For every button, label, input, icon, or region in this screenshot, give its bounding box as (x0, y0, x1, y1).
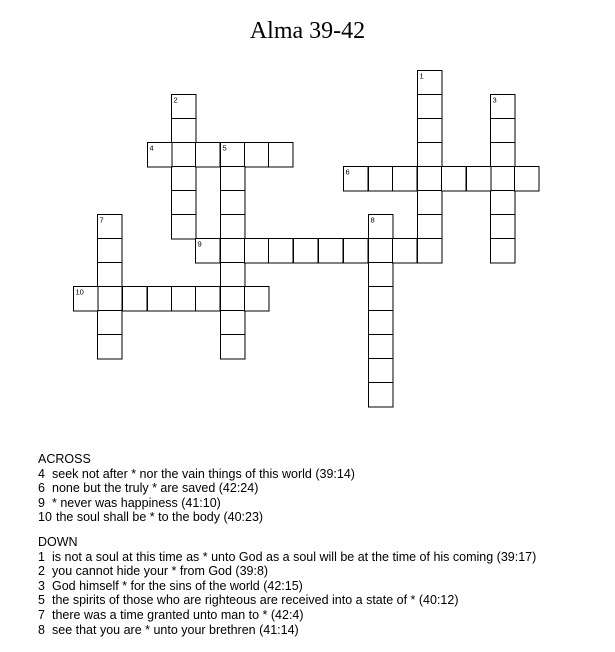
grid-cell[interactable] (491, 143, 516, 168)
grid-cell[interactable] (515, 167, 540, 192)
grid-cell[interactable] (369, 335, 394, 360)
grid-cell[interactable] (221, 335, 246, 360)
grid-cell[interactable] (418, 191, 443, 216)
grid-cell[interactable] (245, 287, 270, 312)
clue-number-label: 10 (75, 287, 84, 297)
clue-number: 9 (38, 495, 45, 510)
grid-cell[interactable] (467, 167, 492, 192)
clue-number-label: 9 (197, 239, 202, 249)
grid-cell[interactable] (491, 167, 516, 192)
clue-number-label: 7 (99, 215, 104, 225)
grid-cell[interactable] (148, 287, 173, 312)
grid-cell[interactable] (393, 239, 418, 264)
grid-cell[interactable] (221, 263, 246, 288)
clue-text: the spirits of those who are righteous are received into a state of * (40:12) (52, 593, 459, 608)
across-clue-6 (38, 481, 355, 496)
grid-cell[interactable] (221, 215, 246, 240)
grid-cell[interactable] (221, 191, 246, 216)
clue-number-label: 3 (492, 95, 497, 105)
down-clue-2 (38, 564, 536, 579)
grid-cell[interactable] (221, 287, 246, 312)
grid-cell[interactable] (172, 119, 197, 144)
grid-cell[interactable] (196, 143, 221, 168)
grid-cell[interactable] (418, 95, 443, 120)
clue-number: 5 (38, 593, 45, 608)
clue-text: see that you are * unto your brethren (41:14) (52, 622, 299, 637)
grid-cell[interactable] (245, 143, 270, 168)
down-clue-7 (38, 608, 536, 623)
clue-number-label: 1 (419, 71, 424, 81)
grid-cell[interactable] (344, 239, 369, 264)
down-clues (38, 535, 536, 637)
clue-text: none but the truly * are saved (42:24) (52, 481, 259, 496)
grid-cell[interactable] (418, 167, 443, 192)
across-clues (38, 452, 355, 525)
clue-number: 10 (38, 510, 52, 525)
grid-cell[interactable] (269, 239, 294, 264)
grid-cell[interactable] (418, 143, 443, 168)
grid-cell[interactable] (172, 191, 197, 216)
grid-cell[interactable] (369, 311, 394, 336)
grid-cell[interactable] (442, 167, 467, 192)
grid-cell[interactable] (418, 119, 443, 144)
grid-cell[interactable] (172, 287, 197, 312)
grid-cell[interactable] (172, 215, 197, 240)
clue-text: the soul shall be * to the body (40:23) (56, 510, 264, 525)
clue-number: 8 (38, 622, 45, 637)
across-clue-4 (38, 467, 355, 482)
grid-cell[interactable] (418, 239, 443, 264)
grid-cell[interactable] (294, 239, 319, 264)
down-clue-5 (38, 593, 536, 608)
grid-cell[interactable] (98, 263, 123, 288)
grid-cell[interactable] (393, 167, 418, 192)
grid-cell[interactable] (491, 119, 516, 144)
clue-number-label: 6 (345, 167, 350, 177)
across-heading: ACROSS (38, 452, 91, 466)
clue-number: 1 (38, 549, 45, 564)
clue-text: God himself * for the sins of the world (42:15) (52, 578, 303, 593)
grid-cell[interactable] (98, 311, 123, 336)
grid-cell[interactable] (491, 239, 516, 264)
grid-cell[interactable] (418, 215, 443, 240)
grid-cell[interactable] (221, 167, 246, 192)
grid-cell[interactable] (196, 287, 221, 312)
puzzle-title: Alma 39-42 (249, 18, 366, 44)
grid-cell[interactable] (369, 383, 394, 408)
grid-cell[interactable] (123, 287, 148, 312)
grid-cell[interactable] (172, 143, 197, 168)
grid-cell[interactable] (98, 287, 123, 312)
clue-number-label: 5 (222, 143, 227, 153)
clue-number: 6 (38, 481, 45, 496)
down-clue-1 (38, 550, 536, 565)
clue-number: 4 (38, 466, 45, 481)
grid-cell[interactable] (369, 263, 394, 288)
grid-cell[interactable] (221, 311, 246, 336)
clue-text: is not a soul at this time as * unto God as a soul will be at the time of his coming (39:17) (52, 549, 537, 564)
grid-cell[interactable] (369, 239, 394, 264)
grid-cell[interactable] (491, 215, 516, 240)
clue-number: 2 (38, 564, 45, 579)
clue-number: 7 (38, 607, 45, 622)
clue-number: 3 (38, 578, 45, 593)
clue-text: there was a time granted unto man to * (42:4) (52, 607, 304, 622)
across-clue-10 (38, 510, 355, 525)
clue-text: seek not after * nor the vain things of this world (39:14) (52, 466, 355, 481)
clue-text: you cannot hide your * from God (39:8) (52, 564, 269, 579)
grid-cell[interactable] (98, 335, 123, 360)
down-heading: DOWN (38, 535, 78, 549)
grid-cell[interactable] (369, 287, 394, 312)
grid-cell[interactable] (319, 239, 344, 264)
clue-number-label: 2 (173, 95, 178, 105)
grid-cell[interactable] (369, 359, 394, 384)
clue-number-label: 4 (149, 143, 154, 153)
grid-cell[interactable] (221, 239, 246, 264)
clue-number-label: 8 (370, 215, 375, 225)
grid-cell[interactable] (491, 191, 516, 216)
grid-cell[interactable] (172, 167, 197, 192)
grid-cell[interactable] (98, 239, 123, 264)
clue-text: * never was happiness (41:10) (52, 495, 221, 510)
across-clue-9 (38, 496, 355, 511)
grid-cell[interactable] (245, 239, 270, 264)
down-clue-8 (38, 623, 536, 638)
grid-cell[interactable] (269, 143, 294, 168)
down-clue-3 (38, 579, 536, 594)
grid-cell[interactable] (369, 167, 394, 192)
